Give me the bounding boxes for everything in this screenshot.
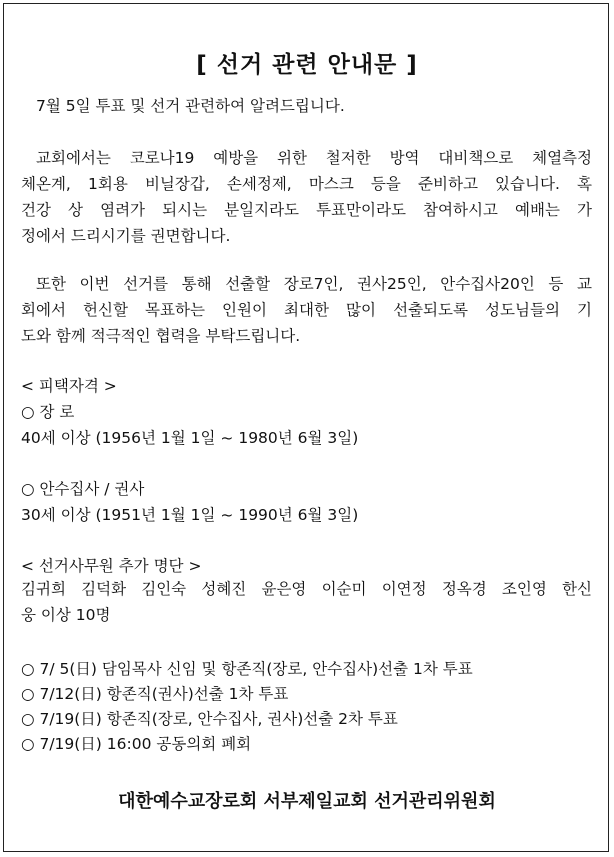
staff-names-line: 김귀희 김덕화 김인숙 성혜진 윤은영 이순미 이연정 정옥경 조인영 한신 [21, 580, 592, 598]
paragraph-line: 체온계, 1회용 비닐장갑, 손세정제, 마스크 등을 준비하고 있습니다. 혹 [21, 175, 592, 193]
committee-signature: 대한예수교장로회 서부제일교회 선거관리위원회 [118, 791, 496, 812]
staff-heading: < 선거사무원 추가 명단 > [21, 557, 202, 575]
schedule-item: ○ 7/19(日) 항존직(장로, 안수집사, 권사)선출 2차 투표 [21, 710, 398, 728]
deacon-criteria: 30세 이상 (1951년 1월 1일 ~ 1990년 6월 3일) [21, 506, 359, 524]
schedule-item: ○ 7/ 5(日) 담임목사 신임 및 항존직(장로, 안수집사)선출 1차 투표 [21, 660, 473, 678]
paragraph-line: 교회에서는 코로나19 예방을 위한 철저한 방역 대비책으로 체열측정 [36, 149, 592, 167]
schedule-item: ○ 7/12(日) 항존직(권사)선출 1차 투표 [21, 685, 289, 703]
paragraph-line: 회에서 헌신할 목표하는 인원이 최대한 많이 선출되도록 성도님들의 기 [21, 301, 592, 319]
elder-criteria: 40세 이상 (1956년 1월 1일 ~ 1980년 6월 3일) [21, 429, 359, 447]
staff-list [21, 576, 592, 628]
paragraph-line: 건강 상 염려가 되시는 분일지라도 투표만이라도 참여하시고 예배는 가 [21, 201, 592, 219]
eligibility-heading: < 피택자격 > [21, 377, 117, 395]
elder-label: ○ 장 로 [21, 403, 75, 421]
schedule-item: ○ 7/19(日) 16:00 공동의회 폐회 [21, 735, 252, 753]
intro-text: 7월 5일 투표 및 선거 관련하여 알려드립니다. [36, 97, 345, 115]
paragraph-line: 도와 함께 적극적인 협력을 부탁드립니다. [21, 327, 301, 345]
paragraph-election-targets [21, 271, 592, 349]
paragraph-covid-precautions [21, 145, 592, 249]
document-title: [ 선거 관련 안내문 ] [196, 52, 418, 78]
staff-names-line: 웅 이상 10명 [21, 606, 111, 624]
paragraph-line: 또한 이번 선거를 통해 선출할 장로7인, 권사25인, 안수집사20인 등 교 [36, 275, 592, 293]
deacon-label: ○ 안수집사 / 권사 [21, 480, 145, 498]
paragraph-line: 정에서 드리시기를 권면합니다. [21, 227, 231, 245]
